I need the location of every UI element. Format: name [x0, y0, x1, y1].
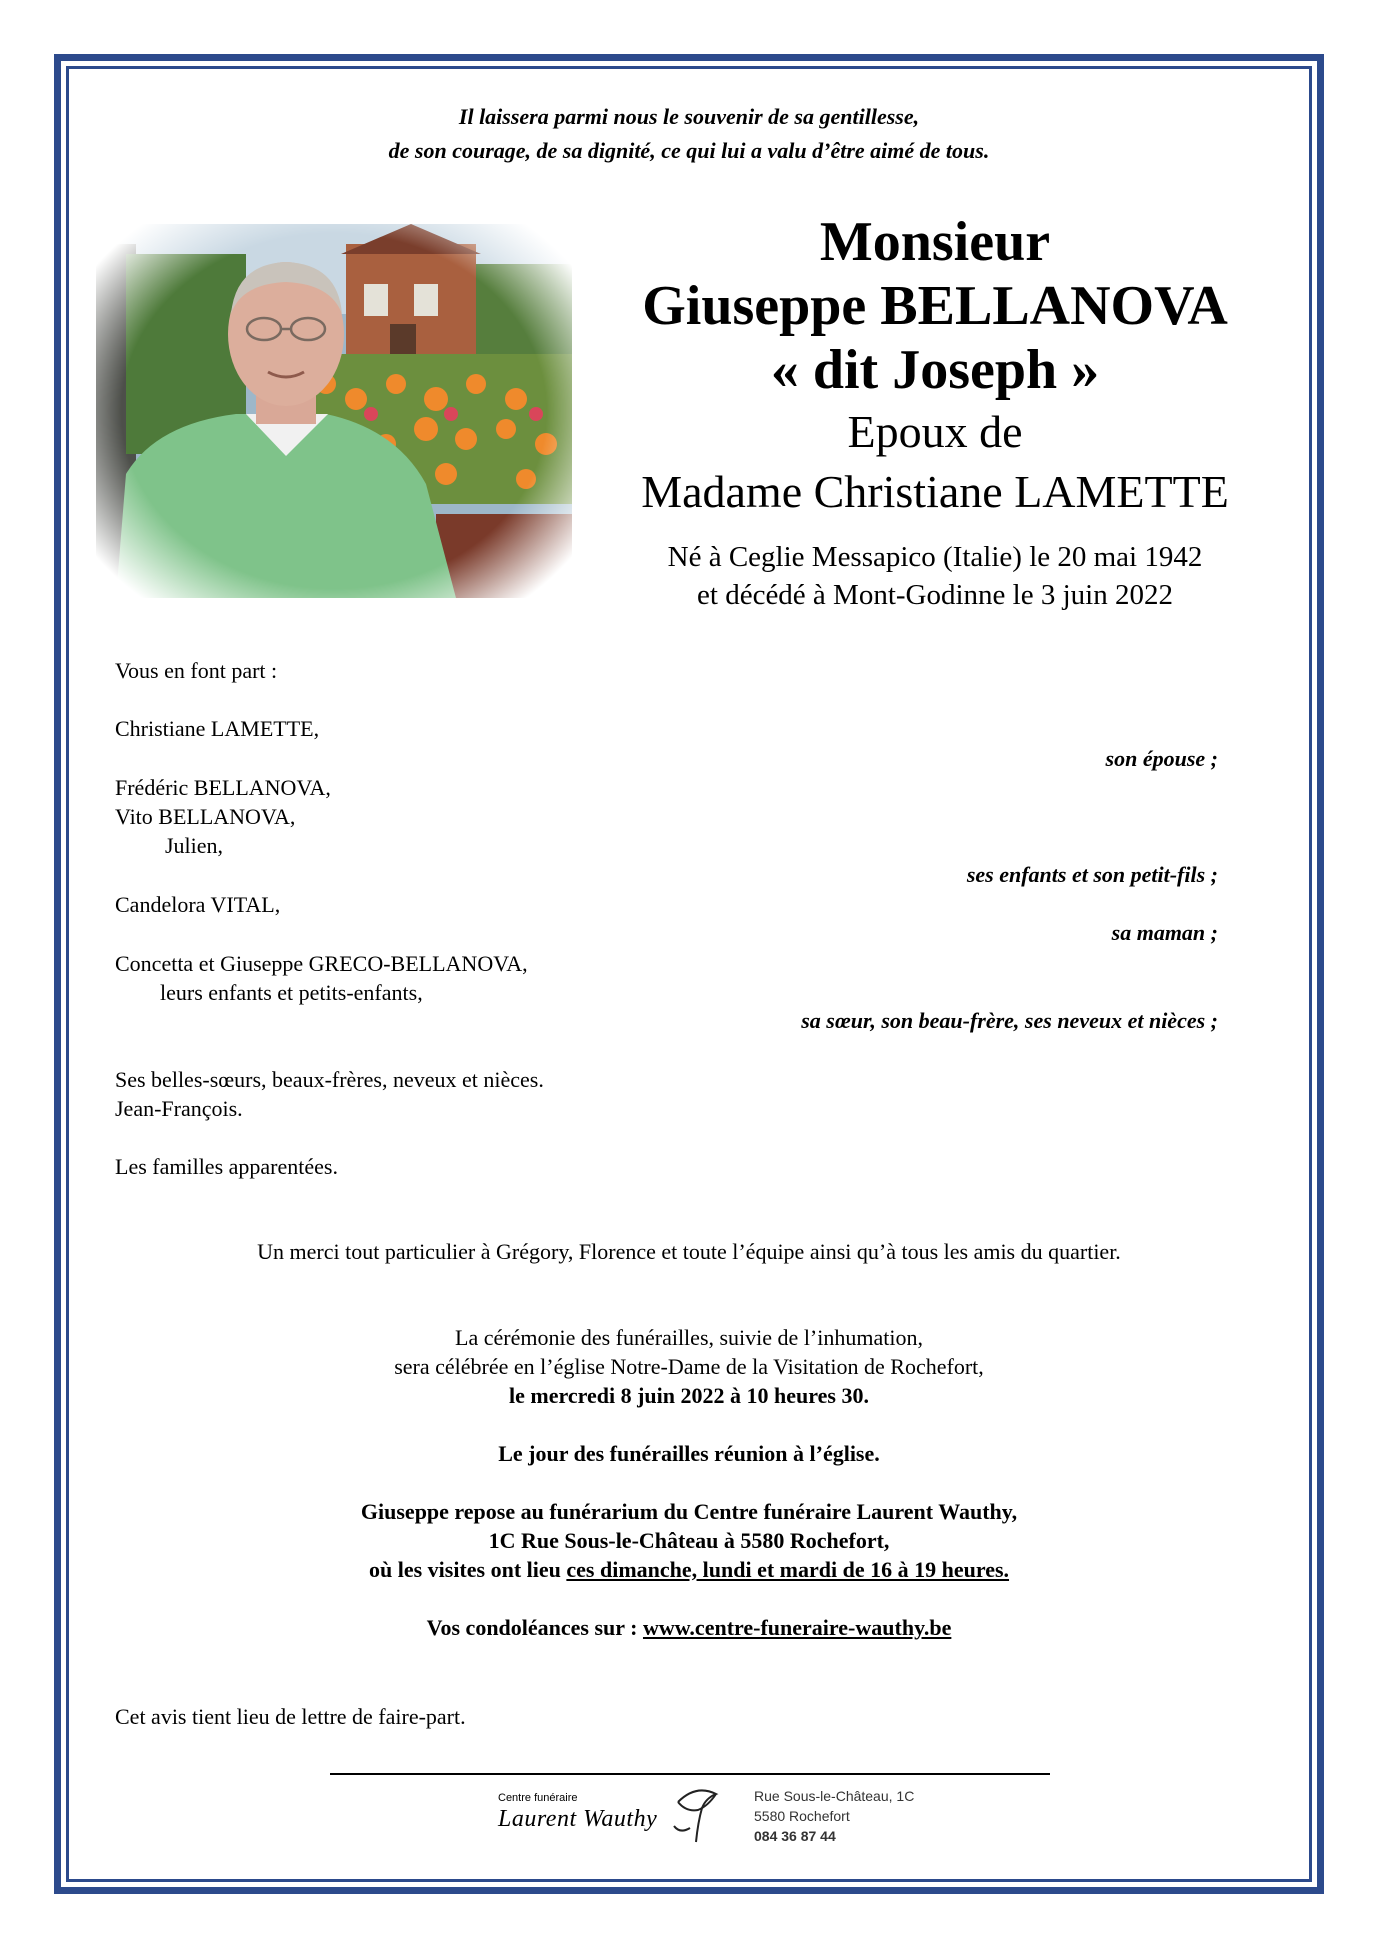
- footer-city: 5580 Rochefort: [754, 1808, 850, 1824]
- family-name-sister: Concetta et Giuseppe GRECO-BELLANOVA,: [115, 951, 528, 976]
- family-name-in-laws: Ses belles-sœurs, beaux-frères, neveux et nièces.: [115, 1067, 544, 1092]
- birth-info: Né à Ceglie Messapico (Italie) le 20 mai 1942: [667, 541, 1203, 573]
- family-name-friend: Jean-François.: [115, 1096, 243, 1121]
- relation-spouse: son épouse ;: [1105, 746, 1218, 771]
- ceremony-meeting: Le jour des funérailles réunion à l’église.: [498, 1441, 880, 1466]
- closing-note: Cet avis tient lieu de lettre de faire-part.: [115, 1704, 466, 1729]
- family-name-mother: Candelora VITAL,: [115, 892, 281, 917]
- ceremony-line-1: La cérémonie des funérailles, suivie de l’inhumation,: [455, 1325, 923, 1350]
- relation-children: ses enfants et son petit-fils ;: [966, 862, 1218, 887]
- quote-line-1: Il laissera parmi nous le souvenir de sa gentillesse,: [458, 104, 920, 129]
- footer-divider: [330, 1773, 1050, 1775]
- family-name-grandson: Julien,: [165, 833, 224, 858]
- spouse-name: Madame Christiane LAMETTE: [641, 466, 1229, 517]
- deceased-name: Giuseppe BELLANOVA: [642, 275, 1228, 337]
- family-name-spouse: Christiane LAMETTE,: [115, 716, 320, 741]
- death-info: et décédé à Mont-Godinne le 3 juin 2022: [697, 579, 1173, 611]
- family-intro: Vous en font part :: [115, 658, 278, 683]
- funerarium-address: 1C Rue Sous-le-Château à 5580 Rochefort,: [488, 1528, 890, 1553]
- visiting-hours: [100, 1555, 1278, 1584]
- memorial-quote: [100, 100, 1278, 168]
- deceased-portrait-photo: [96, 224, 572, 598]
- ceremony-line-2: sera célébrée en l’église Notre-Dame de la Visitation de Rochefort,: [394, 1354, 984, 1379]
- footer-address: [754, 1786, 914, 1846]
- condolences-prefix: Vos condoléances sur :: [426, 1615, 643, 1640]
- family-name-son-1: Frédéric BELLANOVA,: [115, 775, 331, 800]
- calla-lily-logo-icon: [668, 1782, 724, 1848]
- relation-mother: sa maman ;: [1111, 920, 1218, 945]
- nickname: « dit Joseph »: [770, 339, 1100, 401]
- brand-script-logo: Laurent Wauthy: [498, 1806, 658, 1832]
- civility: Monsieur: [819, 211, 1051, 273]
- footer-phone: 084 36 87 44: [754, 1828, 836, 1844]
- spouse-intro: Epoux de: [847, 406, 1023, 457]
- funerarium-line-1: Giuseppe repose au funérarium du Centre funéraire Laurent Wauthy,: [360, 1499, 1018, 1524]
- condolences-link[interactable]: www.centre-funeraire-wauthy.be: [642, 1615, 952, 1640]
- thanks-message: Un merci tout particulier à Grégory, Florence et toute l’équipe ainsi qu’à tous les amis du quartier.: [257, 1239, 1121, 1264]
- brand-small-label: Centre funéraire: [498, 1792, 578, 1804]
- quote-line-2: de son courage, de sa dignité, ce qui lui a valu d’être aimé de tous.: [388, 138, 990, 163]
- ceremony-datetime: le mercredi 8 juin 2022 à 10 heures 30.: [509, 1383, 869, 1408]
- visiting-hours-prefix: où les visites ont lieu: [368, 1557, 567, 1582]
- condolences-line: [100, 1613, 1278, 1642]
- portrait-illustration: [96, 224, 572, 598]
- title-block: [590, 210, 1280, 614]
- visiting-hours-times: ces dimanche, lundi et mardi de 16 à 19 heures.: [566, 1557, 1010, 1582]
- family-name-nephews: leurs enfants et petits-enfants,: [160, 980, 423, 1005]
- family-name-son-2: Vito BELLANOVA,: [115, 804, 296, 829]
- footer-street: Rue Sous-le-Château, 1C: [754, 1788, 915, 1804]
- family-name-relatives: Les familles apparentées.: [115, 1154, 338, 1179]
- relation-sister: sa sœur, son beau-frère, ses neveux et nièces ;: [801, 1008, 1218, 1033]
